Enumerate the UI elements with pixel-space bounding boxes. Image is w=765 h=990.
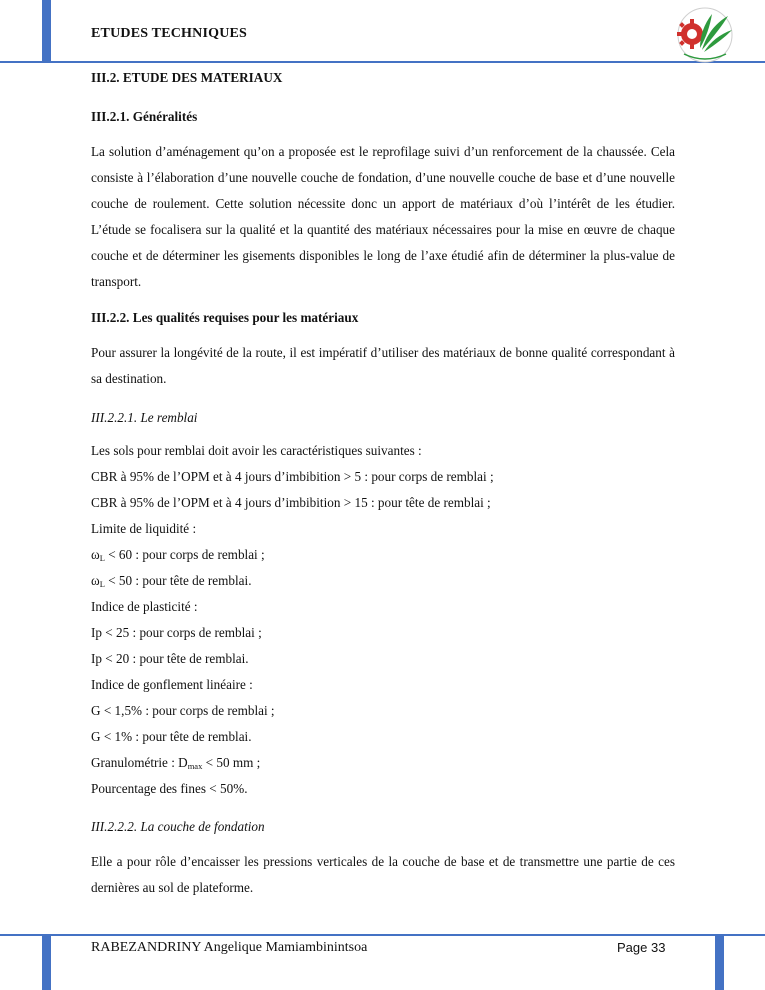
paragraph-fondation: Elle a pour rôle d’encaisser les pressions verticales de la couche de base et de transmettre une partie de ces dernières au sol de plateforme. <box>91 854 675 896</box>
header-left-bar <box>42 0 51 61</box>
wl-tete-text: < 50 : pour tête de remblai. <box>104 573 252 589</box>
footer-left-bar <box>42 934 51 990</box>
list-item: Ip < 25 : pour corps de remblai ; <box>91 625 262 641</box>
page-body <box>91 68 675 901</box>
list-item: Ip < 20 : pour tête de remblai. <box>91 651 249 667</box>
list-item: G < 1,5% : pour corps de remblai ; <box>91 703 275 719</box>
subsection-heading-generalites: III.2.1. Généralités <box>91 109 198 124</box>
remblai-criteria-list <box>91 438 675 802</box>
header-rule <box>0 61 765 63</box>
subsubsection-heading-fondation: III.2.2.2. La couche de fondation <box>91 819 265 835</box>
paragraph-qualites: Pour assurer la longévité de la route, il est impératif d’utiliser des matériaux de bonne qualité correspondant à sa destination. <box>91 345 675 387</box>
list-item: Pourcentage des fines < 50%. <box>91 781 248 797</box>
list-item <box>91 568 675 594</box>
list-item: Indice de plasticité : <box>91 599 198 615</box>
dmax-subscript: max <box>187 761 203 772</box>
wl-corps-text: < 60 : pour corps de remblai ; <box>104 547 265 563</box>
omega-symbol: ω <box>91 547 100 563</box>
section-heading: III.2. ETUDE DES MATERIAUX <box>91 70 283 85</box>
granulo-suffix: < 50 mm ; <box>202 755 261 771</box>
list-item: Limite de liquidité : <box>91 521 197 537</box>
university-logo <box>672 6 738 64</box>
header-title: ETUDES TECHNIQUES <box>91 26 248 41</box>
list-item <box>91 750 675 776</box>
subsection-heading-qualites: III.2.2. Les qualités requises pour les matériaux <box>91 310 359 326</box>
page-number: Page 33 <box>617 940 666 955</box>
list-item: CBR à 95% de l’OPM et à 4 jours d’imbibition > 5 : pour corps de remblai ; <box>91 469 494 485</box>
list-item: G < 1% : pour tête de remblai. <box>91 729 252 745</box>
list-item: Indice de gonflement linéaire : <box>91 677 253 693</box>
subsubsection-heading-remblai: III.2.2.1. Le remblai <box>91 410 198 426</box>
granulo-prefix: Granulométrie : D <box>91 755 188 771</box>
footer-author: RABEZANDRINY Angelique Mamiambinintsoa <box>91 940 368 955</box>
list-item: Les sols pour remblai doit avoir les caractéristiques suivantes : <box>91 443 422 459</box>
paragraph-generalites: La solution d’aménagement qu’on a proposée est le reprofilage suivi d’un renforcement de la chaussée. Cela consiste à l’élaboration d’une nouvelle couche de fondation, d’une nouvelle couche de base et d’une nouvelle couche de roulement. Cette solution nécessite donc un apport de matériaux d’où l’intérêt de les étudier. L’étude se focalisera sur la qualité et la quantité des matériaux nécessaires pour la mise en œuvre de chaque couche et de déterminer les gisements disponibles le long de l’axe étudié afin de déterminer la plus-value de transport. <box>91 144 675 289</box>
list-item <box>91 542 675 568</box>
omega-symbol: ω <box>91 573 100 589</box>
list-item: CBR à 95% de l’OPM et à 4 jours d’imbibition > 15 : pour tête de remblai ; <box>91 495 491 511</box>
omega-subscript: L <box>99 553 105 564</box>
footer-right-bar <box>715 934 724 990</box>
omega-subscript: L <box>99 579 105 590</box>
footer-rule <box>0 934 765 936</box>
